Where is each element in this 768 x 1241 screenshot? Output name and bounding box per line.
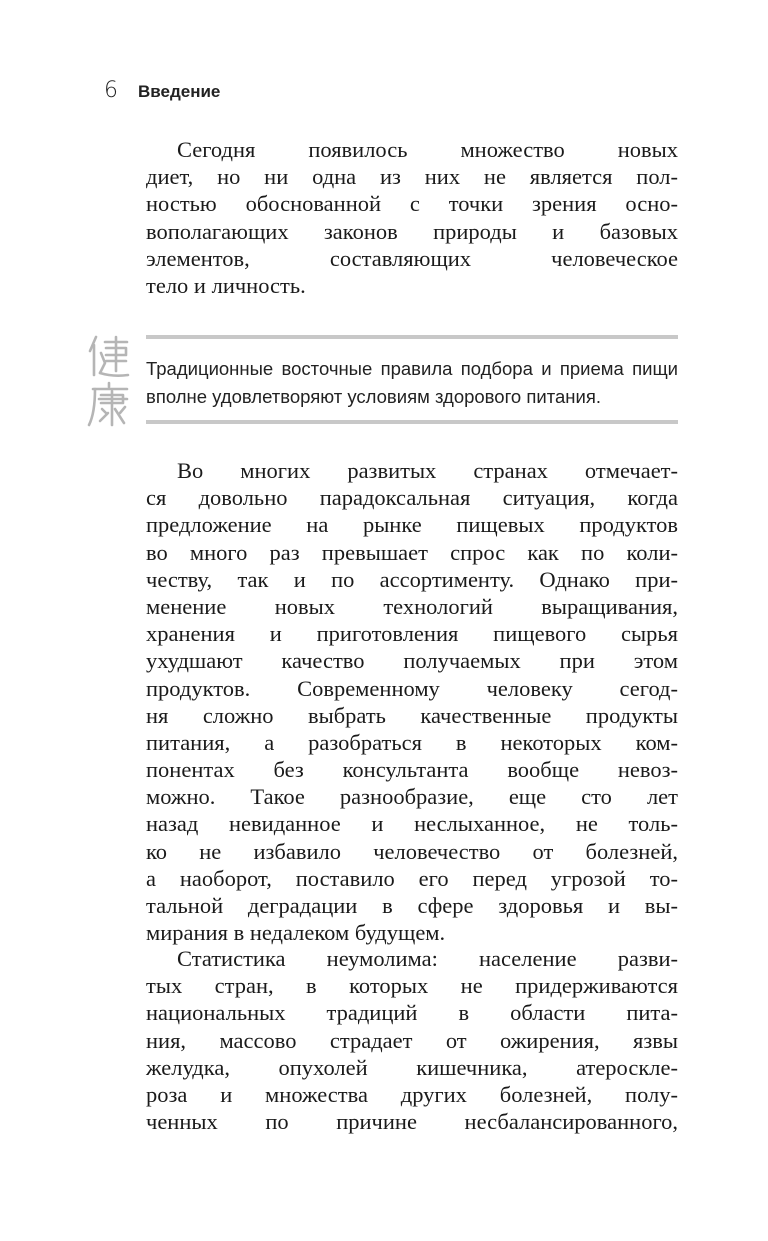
callout-box bbox=[146, 355, 678, 411]
page-header bbox=[104, 78, 220, 106]
page-number: 6 bbox=[104, 78, 118, 103]
callout-bottom-rule bbox=[146, 420, 678, 424]
text-line: понентах без консультанта вообще невоз- bbox=[146, 757, 678, 783]
text-line: хранения и приготовления пищевого сырья bbox=[146, 621, 678, 647]
text-line: а наоборот, поставило его перед угрозой то- bbox=[146, 865, 678, 891]
callout-line: Традиционные восточные правила подбора и приема пищи bbox=[146, 358, 678, 379]
text-line: во много раз превышает спрос как по коли- bbox=[146, 539, 678, 565]
paragraph-2 bbox=[146, 457, 678, 946]
text-line: роза и множества других болезней, полу- bbox=[146, 1081, 678, 1107]
health-hieroglyphs-art bbox=[87, 333, 131, 429]
paragraph-1 bbox=[146, 136, 678, 299]
text-line: ностью обоснованной с точки зрения осно- bbox=[146, 191, 678, 217]
text-line: элементов, составляющих человеческое bbox=[146, 245, 678, 271]
health-hieroglyphs bbox=[86, 333, 132, 429]
text-line: предложение на рынке пищевых продуктов bbox=[146, 512, 678, 538]
text-line: ния, массово страдает от ожирения, язвы bbox=[146, 1027, 678, 1053]
callout-top-rule bbox=[146, 335, 678, 339]
paragraph-3 bbox=[146, 945, 678, 1135]
text-line: Статистика неумолима: население разви- bbox=[177, 946, 678, 971]
text-line: Сегодня появилось множество новых bbox=[177, 137, 678, 162]
text-line: национальных традиций в области пита- bbox=[146, 1000, 678, 1026]
text-line: желудка, опухолей кишечника, атероскле- bbox=[146, 1054, 678, 1080]
text-line: менение новых технологий выращивания, bbox=[146, 593, 678, 619]
text-line: ко не избавило человечество от болезней, bbox=[146, 838, 678, 864]
section-title: Введение bbox=[138, 82, 221, 101]
text-line: тело и личность. bbox=[146, 272, 306, 298]
text-line: назад невиданное и неслыханное, не толь- bbox=[146, 811, 678, 837]
text-line: можно. Такое разнообразие, еще сто лет bbox=[146, 784, 678, 810]
text-line: Во многих развитых странах отмечает- bbox=[177, 458, 678, 483]
text-line: диет, но ни одна из них не является пол- bbox=[146, 164, 678, 190]
text-line: честву, так и по ассортименту. Однако при- bbox=[146, 566, 678, 592]
text-line: мирания в недалеком будущем. bbox=[146, 920, 446, 946]
text-line: продуктов. Современному человеку сегод- bbox=[146, 675, 678, 701]
text-line: ся довольно парадоксальная ситуация, когда bbox=[146, 485, 678, 511]
text-line: тых стран, в которых не придерживаются bbox=[146, 973, 678, 999]
text-line: тальной деградации в сфере здоровья и вы- bbox=[146, 893, 678, 918]
text-line: ухудшают качество получаемых при этом bbox=[146, 648, 678, 674]
text-line: ня сложно выбрать качественные продукты bbox=[146, 702, 678, 728]
callout-line: вполне удовлетворяют условиям здорового питания. bbox=[146, 386, 601, 407]
text-line: ченных по причине несбалансированного, bbox=[146, 1109, 678, 1135]
text-line: вополагающих законов природы и базовых bbox=[146, 218, 678, 244]
text-line: питания, а разобраться в некоторых ком- bbox=[146, 729, 678, 755]
